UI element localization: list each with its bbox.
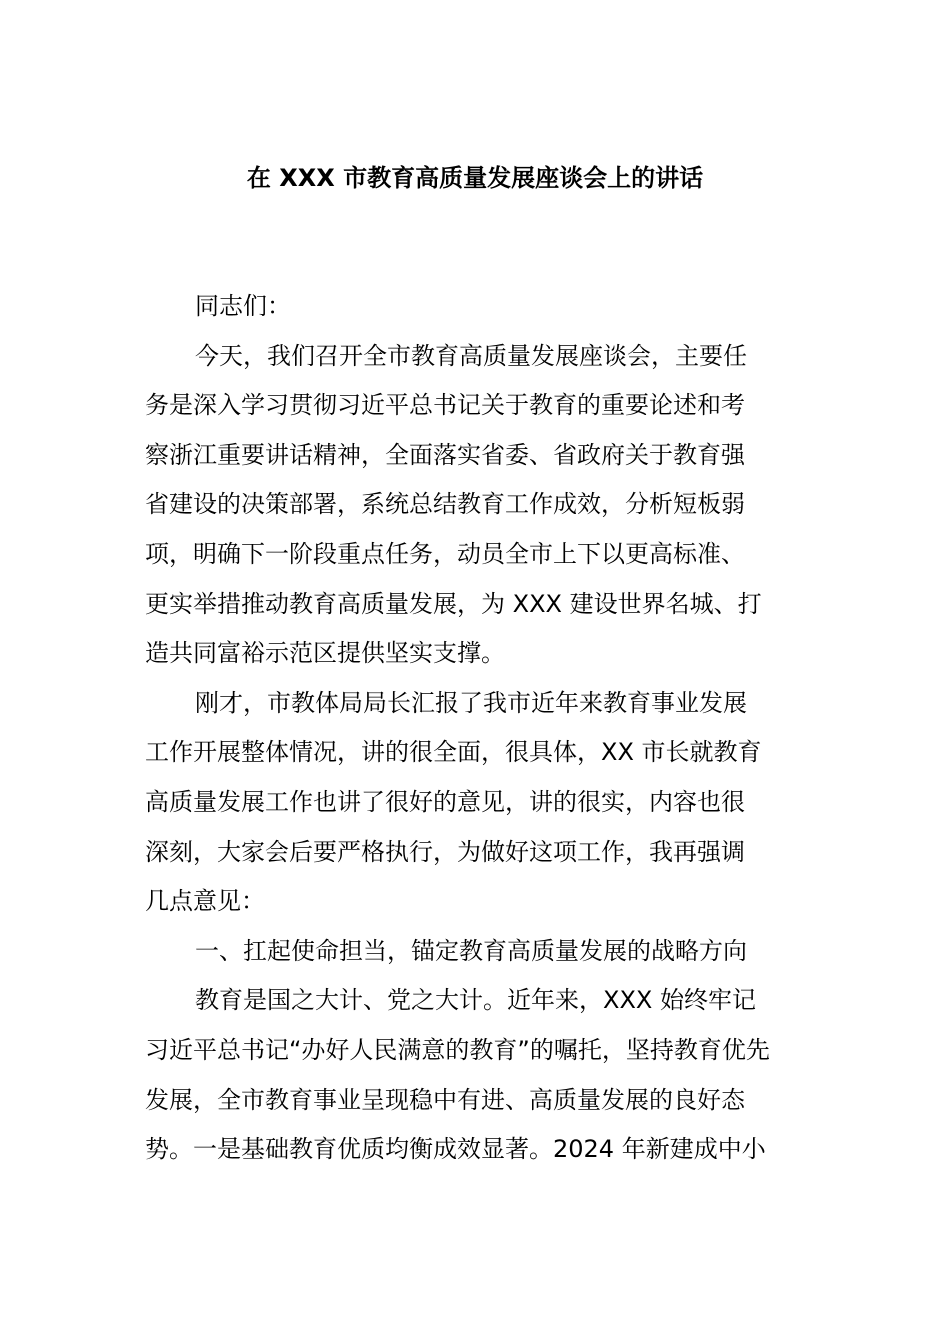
section-heading: 一、扛起使命担当，锚定教育高质量发展的战略方向	[195, 936, 747, 965]
paragraph-line: 刚才，市教体局局长汇报了我市近年来教育事业发展	[195, 688, 747, 717]
paragraph-line: 造共同富裕示范区提供坚实支撑。	[145, 639, 505, 668]
paragraph-line: 教育是国之大计、党之大计。近年来，XXX 始终牢记	[195, 986, 756, 1015]
paragraph-line: 项，明确下一阶段重点任务，动员全市上下以更高标准、	[145, 539, 745, 568]
paragraph-line: 察浙江重要讲话精神，全面落实省委、省政府关于教育强	[145, 440, 745, 469]
document-body	[145, 282, 805, 1175]
document-title: 在 XXX 市教育高质量发展座谈会上的讲话	[246, 164, 704, 192]
paragraph-line: 势。一是基础教育优质均衡成效显著。2024 年新建成中小	[145, 1135, 766, 1164]
paragraph-line: 工作开展整体情况，讲的很全面，很具体，XX 市长就教育	[145, 738, 762, 767]
salutation: 同志们：	[195, 292, 291, 320]
paragraph-line: 几点意见：	[145, 887, 265, 916]
paragraph-line: 务是深入学习贯彻习近平总书记关于教育的重要论述和考	[145, 391, 745, 420]
paragraph-line: 发展，全市教育事业呈现稳中有进、高质量发展的良好态	[145, 1085, 745, 1114]
paragraph-line: 深刻，大家会后要严格执行，为做好这项工作，我再强调	[145, 837, 745, 866]
paragraph-line: 习近平总书记“办好人民满意的教育”的嘱托，坚持教育优先	[145, 1035, 770, 1064]
paragraph-line: 高质量发展工作也讲了很好的意见，讲的很实，内容也很	[145, 787, 745, 816]
paragraph-line: 更实举措推动教育高质量发展，为 XXX 建设世界名城、打	[145, 589, 762, 618]
paragraph-line: 今天，我们召开全市教育高质量发展座谈会，主要任	[195, 341, 747, 370]
paragraph-line: 省建设的决策部署，系统总结教育工作成效，分析短板弱	[145, 490, 745, 519]
